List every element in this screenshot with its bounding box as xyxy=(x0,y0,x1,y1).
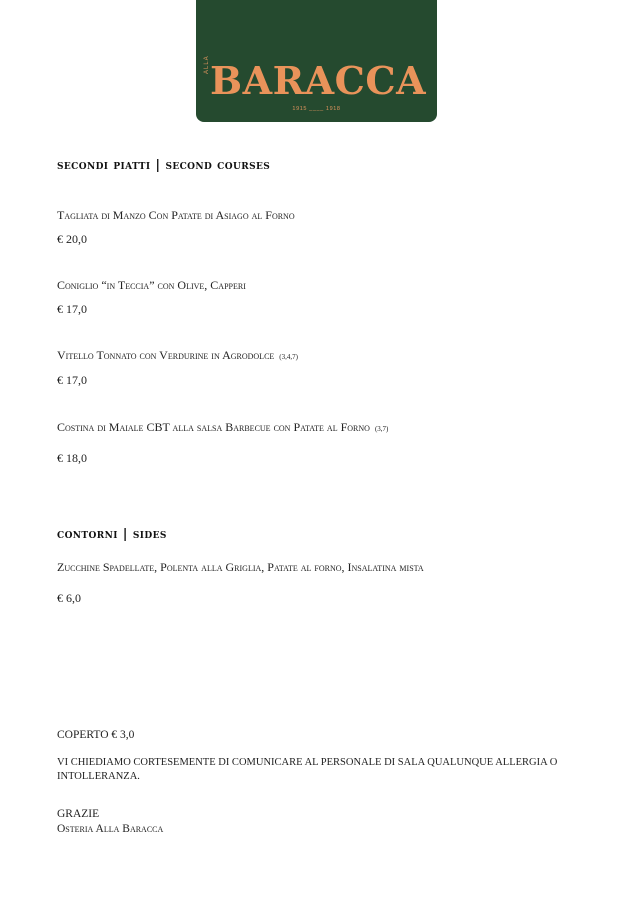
thanks-text: GRAZIE xyxy=(57,808,100,820)
menu-item-name xyxy=(57,420,388,435)
allergy-notice: VI CHIEDIAMO CORTESEMENTE DI COMUNICARE AL PERSONALE DI SALA QUALUNQUE ALLERGIA O INTOLLERANZA. xyxy=(57,757,558,782)
section-title-sides: contorni | sides xyxy=(57,527,167,542)
section-title-second-courses: secondi piatti | second courses xyxy=(57,158,271,173)
menu-item-price: € 18,0 xyxy=(57,451,87,465)
menu-item-name xyxy=(57,348,298,363)
logo-dates-text: 1915 ____ 1918 xyxy=(292,106,341,112)
menu-item-name: Coniglio “in Teccia” con Olive, Capperi xyxy=(57,278,246,292)
restaurant-logo xyxy=(196,0,437,122)
logo-alla-text: ALLA xyxy=(204,55,210,74)
menu-item-price: € 17,0 xyxy=(57,373,87,387)
logo-name-text: BARACCA xyxy=(210,58,427,103)
menu-item-name: Zucchine Spadellate, Polenta alla Griglia, Patate al forno, Insalatina mista xyxy=(57,560,424,574)
allergen-codes: (3,4,7) xyxy=(279,353,298,361)
restaurant-name: Osteria Alla Baracca xyxy=(57,823,164,835)
menu-item-price: € 20,0 xyxy=(57,232,87,246)
allergen-codes: (3,7) xyxy=(374,425,389,433)
menu-item-price: € 6,0 xyxy=(57,591,81,605)
menu-item-name-text: Costina di Maiale CBT alla salsa Barbecue con Patate al Forno xyxy=(57,420,370,434)
menu-item-name: Tagliata di Manzo Con Patate di Asiago al Forno xyxy=(57,208,295,222)
cover-charge: COPERTO € 3,0 xyxy=(57,729,135,741)
menu-item-name-text: Vitello Tonnato con Verdurine in Agrodolce xyxy=(57,348,275,362)
menu-item-price: € 17,0 xyxy=(57,302,87,316)
